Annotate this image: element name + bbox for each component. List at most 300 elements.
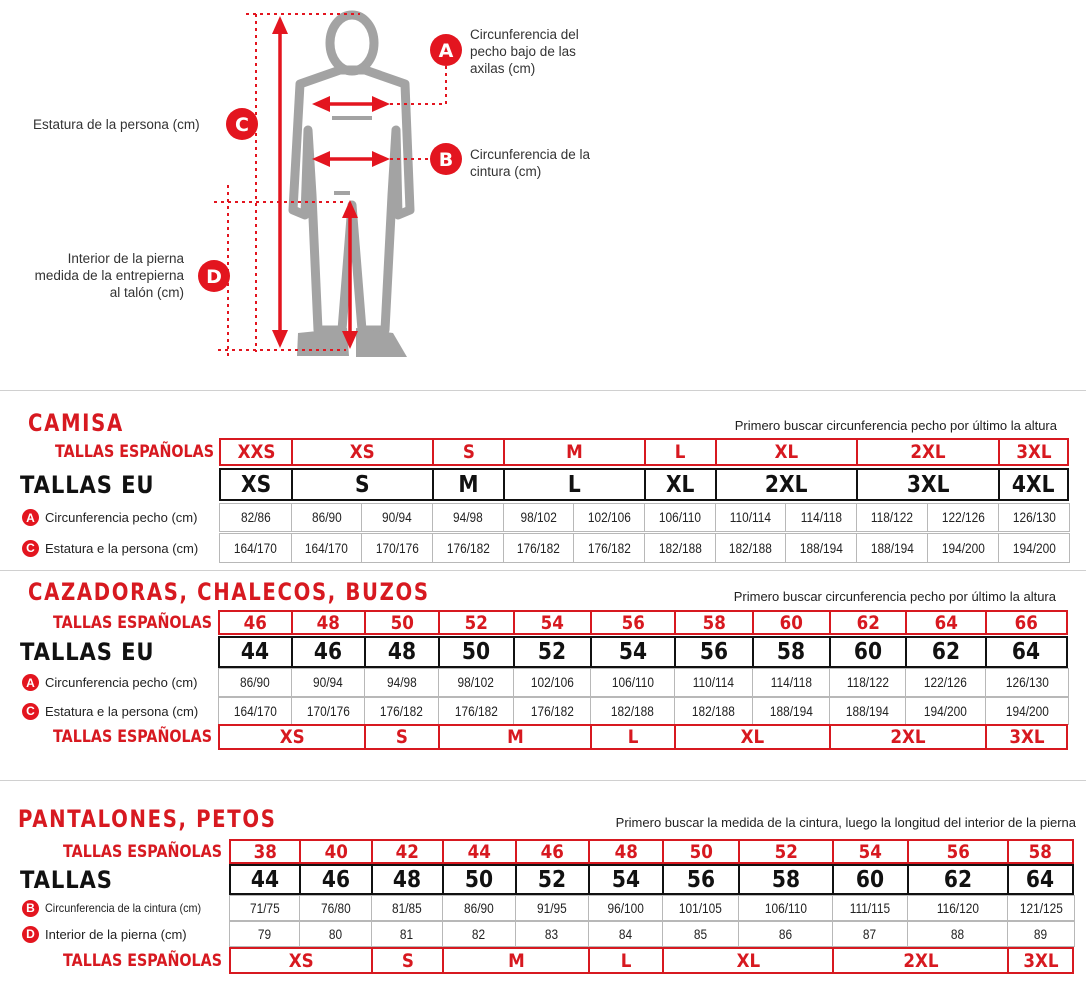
cazadoras-spanish-size	[829, 610, 907, 635]
svg-text:D: D	[206, 266, 222, 288]
pantalones-letter-size-text: 2XL	[902, 949, 939, 972]
cazadoras-height-value	[829, 697, 906, 725]
cazadoras-chest-value-text: 94/98	[386, 675, 417, 690]
badge-b-icon	[430, 143, 462, 175]
camisa-spanish-size	[219, 438, 293, 466]
camisa-eu-label: TALLAS EU	[20, 470, 155, 499]
cazadoras-height-value-text: 176/182	[530, 703, 574, 719]
camisa-eu-size	[503, 468, 646, 501]
camisa-spanish-size	[432, 438, 505, 466]
camisa-chest-value	[927, 503, 999, 532]
svg-text:C: C	[235, 114, 249, 136]
pantalones-spanish-size-text: 56	[946, 840, 970, 863]
cazadoras-eu-size	[985, 636, 1068, 668]
camisa-eu-size	[856, 468, 1000, 501]
cazadoras-chest-row-badge-icon: A	[22, 674, 39, 691]
pantalones-letter-size	[442, 947, 590, 974]
pantalones-letter-size	[832, 947, 1009, 974]
pantalones-leg-value	[832, 921, 908, 947]
cazadoras-spanish-size-text: 54	[540, 611, 565, 634]
badge-d-icon	[198, 260, 230, 292]
pantalones-leg-value-text: 79	[257, 926, 272, 942]
camisa-spanish-size	[503, 438, 646, 466]
arrow-waist	[312, 151, 390, 167]
camisa-chest-row	[22, 503, 222, 532]
cazadoras-height-value	[291, 697, 365, 725]
cazadoras-eu-size-text: 54	[618, 639, 648, 665]
camisa-chest-value	[856, 503, 928, 532]
pantalones-spanish-size	[662, 839, 740, 864]
pantalones-waist-value-text: 91/95	[537, 900, 567, 916]
cazadoras-eu-size	[291, 636, 366, 668]
cazadoras-note: Primero buscar circunferencia pecho por último la altura	[733, 589, 1056, 604]
camisa-spanish-size-text: L	[675, 441, 686, 463]
pantalones-spanish-size-text: 58	[1028, 840, 1053, 863]
pantalones-letter-label: TALLAS ESPAÑOLAS	[63, 950, 222, 971]
pantalones-letter-size-text: 3XL	[1022, 949, 1059, 972]
pantalones-waist-value	[299, 895, 372, 921]
cazadoras-letter-size-text: XL	[740, 726, 765, 748]
pantalones-letter-size-text: XS	[288, 949, 314, 972]
pantalones-eu-size	[662, 864, 740, 895]
pantalones-letter-size	[588, 947, 664, 974]
pantalones-letter-size	[1007, 947, 1074, 974]
svg-text:A: A	[438, 40, 454, 62]
pantalones-waist-value-text: 86/90	[464, 900, 494, 916]
cazadoras-height-value-text: 164/170	[233, 703, 277, 719]
cazadoras-spanish-size-text: 58	[702, 611, 726, 634]
cazadoras-spanish-size	[590, 610, 676, 635]
pantalones-leg-value	[1007, 921, 1075, 947]
pantalones-eu-size-text: 52	[538, 866, 567, 893]
cazadoras-height-row-badge-icon: C	[22, 703, 39, 720]
pantalones-waist-value	[832, 895, 908, 921]
camisa-chest-value	[715, 503, 786, 532]
camisa-eu-size-text: XL	[666, 471, 695, 498]
camisa-eu-size-text: 2XL	[765, 471, 808, 498]
pantalones-eu-size	[832, 864, 909, 895]
cazadoras-chest-value	[674, 668, 753, 697]
camisa-height-value	[291, 533, 362, 563]
pantalones-eu-size-text: 64	[1026, 866, 1055, 893]
divider	[0, 780, 1086, 781]
pantalones-letter-size-text: S	[401, 949, 414, 972]
cazadoras-letter-size	[829, 724, 987, 750]
pantalones-spanish-size	[515, 839, 590, 864]
camisa-height-value-text: 176/182	[446, 540, 490, 556]
pantalones-spanish-size	[1007, 839, 1074, 864]
cazadoras-chest-value-text: 90/94	[313, 675, 343, 690]
pantalones-waist-badge-icon: B	[22, 900, 39, 917]
cazadoras-letter-size-text: 3XL	[1008, 726, 1045, 748]
pantalones-spanish-size	[832, 839, 909, 864]
camisa-spanish-size	[644, 438, 717, 466]
cazadoras-eu-size-text: 64	[1012, 639, 1041, 665]
pantalones-eu-size-text: 60	[856, 866, 885, 893]
pantalones-spanish-size	[371, 839, 444, 864]
camisa-height-value	[644, 533, 716, 563]
pantalones-waist-value-text: 71/75	[249, 900, 280, 916]
camisa-spanish-size	[856, 438, 1000, 466]
pantalones-waist-value	[371, 895, 443, 921]
cazadoras-height-value-text: 182/188	[611, 703, 654, 719]
camisa-height-value-text: 194/200	[1012, 540, 1056, 556]
cazadoras-spanish-size	[905, 610, 987, 635]
cazadoras-letter-size-text: S	[395, 726, 409, 748]
pantalones-waist-value-text: 81/85	[392, 900, 422, 916]
camisa-eu-size	[998, 468, 1069, 501]
pantalones-leg-value	[515, 921, 589, 947]
cazadoras-spanish-size	[674, 610, 754, 635]
camisa-note: Primero buscar circunferencia pecho por último la altura	[734, 418, 1057, 433]
pantalones-waist-value-text: 111/115	[849, 900, 891, 916]
cazadoras-height-value	[590, 697, 675, 725]
cazadoras-eu-size-text: 44	[241, 639, 270, 665]
camisa-eu-size	[219, 468, 293, 501]
cazadoras-spanish-size	[364, 610, 440, 635]
pantalones-leg-row	[22, 921, 222, 947]
camisa-eu-size-text: XS	[240, 471, 272, 498]
cazadoras-eu-size	[513, 636, 592, 668]
pantalones-waist-value-text: 96/100	[607, 900, 644, 916]
pantalones-eu-size-text: 54	[611, 866, 641, 893]
cazadoras-chest-value-text: 126/130	[1005, 675, 1049, 690]
cazadoras-height-value	[364, 697, 439, 725]
pantalones-letter-size-text: XL	[736, 949, 760, 972]
pantalones-waist-row	[22, 895, 232, 921]
camisa-height-row-badge-icon: C	[22, 540, 39, 557]
camisa-eu-size-text: L	[568, 471, 581, 498]
pantalones-waist-value-text: 76/80	[320, 900, 351, 916]
cazadoras-eu-size-text: 58	[777, 639, 806, 665]
camisa-chest-value	[998, 503, 1070, 532]
cazadoras-height-value	[905, 697, 986, 725]
cazadoras-spanish-size	[513, 610, 592, 635]
label-height-measure: Estatura de la persona (cm)	[33, 117, 200, 132]
shoe-right	[356, 328, 407, 357]
cazadoras-chest-value	[905, 668, 986, 697]
camisa-eu-size	[291, 468, 434, 501]
camisa-chest-value-text: 94/98	[453, 510, 483, 525]
pantalones-leg-value	[299, 921, 372, 947]
camisa-chest-value	[291, 503, 362, 532]
camisa-height-value	[361, 533, 433, 563]
pantalones-leg-row-label: Interior de la pierna (cm)	[45, 926, 187, 942]
camisa-chest-value	[361, 503, 433, 532]
camisa-height-value-text: 182/188	[729, 540, 772, 556]
pantalones-spanish-size	[229, 839, 301, 864]
camisa-height-value	[573, 533, 645, 563]
camisa-spanish-size-text: XS	[350, 441, 375, 463]
pantalones-spanish-size-text: 46	[540, 840, 565, 863]
cazadoras-letter-label: TALLAS ESPAÑOLAS	[53, 727, 212, 747]
pantalones-spanish-size	[738, 839, 834, 864]
cazadoras-chest-value-text: 122/126	[924, 675, 967, 690]
pantalones-leg-value-text: 88	[950, 926, 965, 942]
cazadoras-letter-size	[985, 724, 1068, 750]
cazadoras-spanish-size	[752, 610, 831, 635]
camisa-chest-value-text: 118/122	[870, 510, 914, 525]
cazadoras-spanish-size	[985, 610, 1068, 635]
shoe-left	[297, 328, 349, 356]
cazadoras-chest-row-label: Circunferencia pecho (cm)	[45, 675, 198, 690]
camisa-eu-size-text: 3XL	[906, 471, 950, 498]
pantalones-leg-value-text: 86	[778, 926, 793, 942]
cazadoras-chest-value	[829, 668, 906, 697]
pantalones-note: Primero buscar la medida de la cintura, luego la longitud del interior de la pierna	[615, 815, 1076, 830]
cazadoras-title: CAZADORAS, CHALECOS, BUZOS	[28, 578, 430, 606]
camisa-height-value	[927, 533, 999, 563]
camisa-eu-size	[432, 468, 505, 501]
cazadoras-height-value	[218, 697, 292, 725]
cazadoras-chest-value-text: 118/122	[846, 675, 889, 690]
arrow-chest	[312, 96, 390, 112]
camisa-title: CAMISA	[28, 409, 124, 437]
cazadoras-eu-size	[829, 636, 907, 668]
pantalones-eu-size-text: 56	[686, 866, 716, 893]
camisa-spanish-size	[291, 438, 434, 466]
pantalones-leg-value	[442, 921, 516, 947]
cazadoras-chest-value	[438, 668, 514, 697]
pantalones-waist-value-text: 101/105	[679, 900, 722, 916]
pantalones-leg-value-text: 89	[1034, 926, 1048, 942]
camisa-height-value-text: 188/194	[799, 540, 843, 556]
cazadoras-letter-size-text: L	[627, 726, 639, 748]
cazadoras-height-row-label: Estatura e la persona (cm)	[45, 703, 199, 719]
pantalones-spanish-size-text: 54	[858, 840, 883, 863]
camisa-chest-value	[785, 503, 857, 532]
pantalones-letter-size	[371, 947, 444, 974]
camisa-height-row	[22, 533, 222, 563]
pantalones-leg-value	[662, 921, 739, 947]
cazadoras-eu-size	[590, 636, 676, 668]
pantalones-letter-size-text: M	[507, 949, 525, 972]
pantalones-eu-size-text: 44	[250, 866, 280, 893]
camisa-height-value-text: 164/170	[234, 540, 277, 556]
pantalones-eu-size-text: 50	[465, 866, 494, 893]
cazadoras-height-value-text: 182/188	[692, 703, 735, 719]
badge-a-icon	[430, 34, 462, 66]
cazadoras-height-value-text: 176/182	[454, 703, 498, 719]
pantalones-eu-size-text: 58	[771, 866, 801, 893]
pantalones-eu-size-text: 62	[943, 866, 973, 893]
pantalones-waist-value-text: 116/120	[936, 900, 979, 916]
pantalones-leg-value-text: 80	[328, 926, 343, 942]
cazadoras-spanish-size-text: 46	[243, 611, 268, 634]
cazadoras-eu-size-text: 48	[387, 639, 417, 665]
pantalones-eu-size	[588, 864, 664, 895]
cazadoras-chest-value-text: 86/90	[240, 675, 270, 690]
camisa-height-value-text: 164/170	[305, 540, 348, 556]
camisa-height-value	[503, 533, 574, 563]
cazadoras-height-value	[438, 697, 514, 725]
cazadoras-letter-size	[218, 724, 366, 750]
camisa-height-value	[998, 533, 1070, 563]
pantalones-spanish-size-text: 42	[395, 840, 420, 863]
pantalones-eu-label: TALLAS	[20, 865, 113, 894]
cazadoras-eu-label: TALLAS EU	[20, 638, 155, 666]
pantalones-waist-value-text: 106/110	[764, 900, 807, 916]
cazadoras-chest-value-text: 102/106	[530, 675, 574, 690]
cazadoras-height-value	[752, 697, 830, 725]
camisa-eu-size-text: S	[355, 471, 370, 498]
camisa-chest-value-text: 122/126	[941, 510, 985, 525]
pantalones-spanish-size	[588, 839, 664, 864]
pantalones-waist-value	[588, 895, 663, 921]
cazadoras-eu-size	[674, 636, 754, 668]
pantalones-spanish-size-text: 52	[774, 840, 798, 863]
camisa-height-value	[785, 533, 857, 563]
pantalones-eu-size	[1007, 864, 1074, 895]
cazadoras-eu-size-text: 62	[931, 639, 961, 665]
pantalones-spanish-size-text: 38	[253, 840, 277, 863]
camisa-height-value-text: 176/182	[587, 540, 631, 556]
pantalones-eu-size	[442, 864, 517, 895]
cazadoras-spanish-label: TALLAS ESPAÑOLAS	[53, 612, 212, 633]
pantalones-eu-size	[371, 864, 444, 895]
camisa-height-row-label: Estatura e la persona (cm)	[45, 540, 199, 556]
svg-text:B: B	[438, 149, 454, 171]
camisa-spanish-size-text: M	[566, 441, 583, 463]
camisa-chest-value	[219, 503, 292, 532]
camisa-spanish-size	[998, 438, 1069, 466]
pantalones-eu-size	[229, 864, 301, 895]
cazadoras-spanish-size-text: 66	[1014, 611, 1039, 634]
pantalones-spanish-label: TALLAS ESPAÑOLAS	[63, 841, 222, 862]
cazadoras-eu-size	[905, 636, 987, 668]
cazadoras-letter-size	[674, 724, 831, 750]
cazadoras-letter-size-text: XS	[279, 726, 305, 748]
cazadoras-chest-value	[590, 668, 675, 697]
pantalones-leg-value	[229, 921, 300, 947]
camisa-chest-value	[573, 503, 645, 532]
camisa-spanish-size-text: XL	[774, 441, 799, 463]
divider	[0, 390, 1086, 391]
cazadoras-spanish-size-text: 52	[464, 611, 489, 634]
camisa-chest-value-text: 98/102	[520, 510, 557, 525]
camisa-height-value	[219, 533, 292, 563]
cazadoras-spanish-size	[438, 610, 515, 635]
pantalones-spanish-size	[442, 839, 517, 864]
cazadoras-height-value	[674, 697, 753, 725]
camisa-spanish-size-text: XXS	[237, 441, 275, 463]
cazadoras-chest-value	[513, 668, 591, 697]
divider	[0, 570, 1086, 571]
pantalones-spanish-size-text: 50	[689, 840, 713, 863]
camisa-chest-row-label: Circunferencia pecho (cm)	[45, 510, 198, 525]
cazadoras-chest-value-text: 110/114	[692, 675, 735, 690]
cazadoras-height-value-text: 188/194	[846, 703, 889, 719]
cazadoras-spanish-size-text: 62	[856, 611, 880, 634]
cazadoras-height-value-text: 194/200	[924, 703, 967, 719]
pantalones-eu-size-text: 46	[321, 866, 351, 893]
cazadoras-chest-value	[985, 668, 1069, 697]
camisa-chest-value	[432, 503, 504, 532]
camisa-spanish-label: TALLAS ESPAÑOLAS	[55, 442, 214, 462]
cazadoras-eu-size-text: 60	[853, 639, 883, 665]
camisa-spanish-size-text: 3XL	[1015, 441, 1052, 463]
camisa-height-value	[856, 533, 928, 563]
cazadoras-chest-value	[218, 668, 292, 697]
camisa-height-value	[432, 533, 504, 563]
pantalones-letter-size	[229, 947, 373, 974]
pantalones-spanish-size-text: 48	[614, 840, 638, 863]
cazadoras-spanish-size-text: 48	[316, 611, 341, 634]
cazadoras-chest-row	[22, 668, 222, 697]
camisa-spanish-size-text: S	[462, 441, 475, 463]
pantalones-spanish-size	[907, 839, 1009, 864]
pantalones-waist-value	[662, 895, 739, 921]
cazadoras-height-value-text: 176/182	[380, 703, 423, 719]
pantalones-eu-size	[299, 864, 373, 895]
arrow-height	[272, 16, 288, 348]
cazadoras-chest-value-text: 98/102	[457, 675, 495, 690]
cazadoras-spanish-size-text: 56	[621, 611, 645, 634]
label-chest-measure: Circunferencia del pecho bajo de las axilas (cm)	[470, 27, 579, 76]
pantalones-leg-row-badge-icon: D	[22, 926, 39, 943]
cazadoras-spanish-size-text: 50	[390, 611, 414, 634]
pantalones-eu-size	[907, 864, 1009, 895]
camisa-eu-size-text: 4XL	[1012, 471, 1055, 498]
cazadoras-letter-size	[438, 724, 592, 750]
cazadoras-eu-size	[438, 636, 515, 668]
cazadoras-eu-size-text: 56	[699, 639, 729, 665]
camisa-height-value-text: 188/194	[870, 540, 914, 556]
pantalones-eu-size-text: 48	[393, 866, 422, 893]
cazadoras-letter-size-text: M	[506, 726, 524, 748]
pantalones-title: PANTALONES, PETOS	[18, 805, 277, 833]
cazadoras-eu-size	[218, 636, 293, 668]
cazadoras-height-value	[513, 697, 591, 725]
pantalones-letter-size	[662, 947, 834, 974]
cazadoras-height-value-text: 194/200	[1005, 703, 1049, 719]
cazadoras-spanish-size	[291, 610, 366, 635]
label-waist-measure: Circunferencia de la cintura (cm)	[470, 147, 591, 179]
pantalones-leg-value-text: 82	[472, 926, 486, 942]
cazadoras-spanish-size-text: 64	[934, 611, 958, 634]
camisa-height-value-text: 170/176	[375, 540, 419, 556]
camisa-chest-value-text: 90/94	[382, 510, 412, 525]
pantalones-waist-label: Circunferencia de la cintura (cm)	[45, 901, 202, 915]
label-inseam-measure: Interior de la pierna medida de la entrepierna al talón (cm)	[34, 251, 184, 300]
pantalones-leg-value-text: 83	[545, 926, 559, 942]
camisa-spanish-size	[715, 438, 858, 466]
cazadoras-letter-size-text: 2XL	[890, 726, 926, 748]
pantalones-waist-value	[442, 895, 516, 921]
cazadoras-spanish-size	[218, 610, 293, 635]
camisa-height-value	[715, 533, 786, 563]
camisa-eu-size	[644, 468, 717, 501]
pantalones-letter-size-text: L	[620, 949, 632, 972]
cazadoras-chest-value	[291, 668, 365, 697]
camisa-chest-value-text: 82/86	[240, 510, 271, 525]
camisa-chest-value	[644, 503, 716, 532]
camisa-chest-value-text: 86/90	[311, 510, 342, 525]
pantalones-waist-value-text: 121/125	[1019, 900, 1063, 916]
cazadoras-eu-size-text: 46	[314, 639, 343, 665]
pantalones-leg-value-text: 84	[618, 926, 633, 942]
camisa-height-value-text: 182/188	[658, 540, 702, 556]
camisa-spanish-size-text: 2XL	[910, 441, 946, 463]
pantalones-leg-value	[907, 921, 1008, 947]
camisa-height-value-text: 194/200	[941, 540, 985, 556]
badge-c-icon	[226, 108, 258, 140]
pantalones-leg-value-text: 85	[693, 926, 708, 942]
pantalones-waist-value	[1007, 895, 1075, 921]
cazadoras-eu-size	[364, 636, 440, 668]
cazadoras-eu-size	[752, 636, 831, 668]
camisa-chest-value-text: 106/110	[658, 510, 702, 525]
